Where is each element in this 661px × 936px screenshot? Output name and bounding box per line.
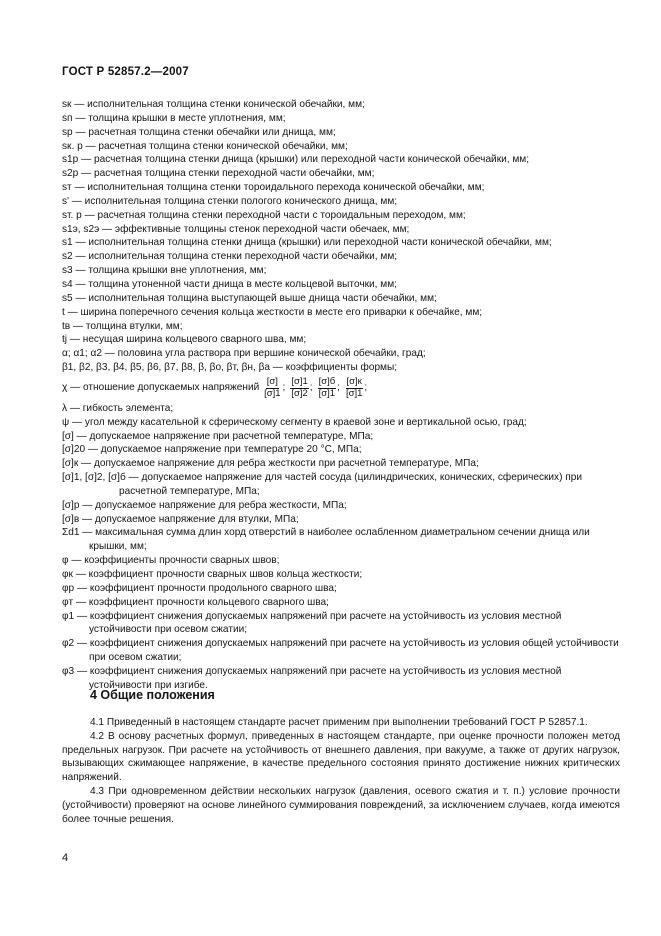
definition-item: s2 — исполнительная толщина стенки переходной части обечайки, мм; <box>62 251 398 263</box>
section-body <box>62 716 620 826</box>
definition-item: sп — толщина крышки в месте уплотнения, мм; <box>62 112 286 124</box>
definition-item: [σ]к — допускаемое напряжение для ребра жесткости при расчетной температуре, МПа; <box>62 458 479 470</box>
chi-lead: χ — отношение допускаемых напряжений <box>62 382 260 394</box>
fraction-denominator: [σ]1 <box>264 387 281 399</box>
definition-item: α; α1; α2 — половина угла раствора при вершине конической обечайки, град; <box>62 348 426 360</box>
definition-item: s1р — расчетная толщина стенки днища (крышки) или переходной части конической обечайки, мм; <box>62 154 530 166</box>
definition-item: [σ]20 — допускаемое напряжение при температуре 20 °С, МПа; <box>62 444 362 456</box>
definition-item: φ1 — коэффициент снижения допускаемых напряжений при расчете на устойчивость из условия местной устойчивости при осевом сжатии; <box>62 610 562 636</box>
definition-item: s5 — исполнительная толщина выступающей выше днища части обечайки, мм; <box>62 292 437 304</box>
fraction-denominator: [σ]2 <box>291 387 308 399</box>
fraction-numerator: [σ]1 <box>291 376 308 388</box>
definition-item: s2р — расчетная толщина стенки переходной части обечайки, мм; <box>62 168 375 180</box>
document-header: ГОСТ Р 52857.2—2007 <box>62 66 189 78</box>
definition-item: β1, β2, β3, β4, β5, β6, β7, β8, β, βо, βт, βн, βа — коэффициенты формы; <box>62 362 398 374</box>
section-title: 4 Общие положения <box>90 688 215 702</box>
definition-item: [σ] — допускаемое напряжение при расчетной температуре, МПа; <box>62 430 374 442</box>
definition-item: s1 — исполнительная толщина стенки днища (крышки) или переходной части конической обечайки, мм; <box>62 237 552 249</box>
definition-item: s3 — толщина крышки вне уплотнения, мм; <box>62 265 267 277</box>
definition-item: sт. р — расчетная толщина стенки переходной части с тороидальным переходом, мм; <box>62 209 466 221</box>
definition-item: tв — толщина втулки, мм; <box>62 320 183 332</box>
fraction-numerator: [σ]к <box>346 376 362 388</box>
definition-item: λ — гибкость элемента; <box>62 402 174 414</box>
fraction-denominator: [σ]1 <box>345 387 363 399</box>
definition-item: [σ]р — допускаемое напряжение для ребра жесткости, МПа; <box>62 499 347 511</box>
ratio-fraction <box>263 377 281 399</box>
definition-item: s' — исполнительная толщина стенки пологого конического днища, мм; <box>62 195 398 207</box>
ratio-fraction <box>290 377 308 399</box>
definition-item: ψ — угол между касательной к сферическому сегменту в краевой зоне и вертикальной осью, град; <box>62 416 527 428</box>
fraction-denominator: [σ]1 <box>318 387 336 399</box>
definition-item: [σ]в — допускаемое напряжение для втулки, МПа; <box>62 513 299 525</box>
definition-item: φк — коэффициент прочности сварных швов кольца жесткости; <box>62 569 363 580</box>
ratio-fraction <box>318 377 337 399</box>
page-number: 4 <box>62 852 69 864</box>
definition-item: φ — коэффициенты прочности сварных швов; <box>62 555 280 567</box>
paragraph: 4.3 При одновременном действии нескольких нагрузок (давления, осевого сжатия и т. п.) условие прочности (устойчивости) проверяют на основе линейного суммирования повреждений, за исключением случаев, когда имеются более точные решения. <box>62 785 620 825</box>
definition-item: φ2 — коэффициент снижения допускаемых напряжений при расчете на устойчивость из условия общей устойчивости при осевом сжатии; <box>62 638 619 664</box>
paragraph: 4.2 В основу расчетных формул, приведенных в настоящем стандарте, при оценке прочности положен метод предельных нагрузок. При расчете на устойчивость от внешнего давления, при вакууме, а также от других нагрузок, вызывающих сжимающее напряжение, в качестве предельного состояния принято достижение нижних критических напряжений. <box>62 730 620 784</box>
definition-item: sк — исполнительная толщина стенки конической обечайки, мм; <box>62 99 365 110</box>
definition-item: [σ]1, [σ]2, [σ]б — допускаемое напряжение для частей сосуда (цилиндрических, конических, сферических) при расчетной температуре, МПа; <box>62 472 582 497</box>
definition-item: t — ширина поперечного сечения кольца жесткости в месте его приварки к обечайке, мм; <box>62 306 483 318</box>
chi-definition: χ — отношение допускаемых напряжений $\frac{[\sigma]}{[\sigma]1}$ ; $\frac{[\sigma]1}{[\sigma]2}$ ; $\frac{[\sigma]б}{[\sigma]1}$ ; $\frac{[\sigma]к}{[\sigma]1}$ ; <box>62 376 368 399</box>
definition-item: φ3 — коэффициент снижения допускаемых напряжений при расчете на устойчивость из условия местной устойчивости при изгибе. <box>62 665 562 691</box>
fraction-numerator: [σ] <box>266 376 278 388</box>
definition-item: sт — исполнительная толщина стенки тороидального перехода конической обечайки, мм; <box>62 182 485 194</box>
definition-item: Σd1 — максимальная сумма длин хорд отверстий в наиболее ослабленном диаметральном сечении днища или крышки, мм; <box>62 527 590 553</box>
definition-item: φт — коэффициент прочности кольцевого сварного шва; <box>62 596 329 608</box>
fraction-numerator: [σ]б <box>318 376 336 388</box>
paragraph: 4.1 Приведенный в настоящем стандарте расчет применим при выполнении требований ГОСТ Р 52857.1. <box>90 717 588 728</box>
definition-item: sр — расчетная толщина стенки обечайки или днища, мм; <box>62 126 336 138</box>
definition-item: s1э, s2э — эффективные толщины стенок переходной части обечаек, мм; <box>62 223 410 235</box>
definition-item: sк. р — расчетная толщина стенки конической обечайки, мм; <box>62 140 348 152</box>
definition-item: tj — несущая ширина кольцевого сварного шва, мм; <box>62 334 307 346</box>
ratio-fraction <box>345 377 363 399</box>
definition-item: φр — коэффициент прочности продольного сварного шва; <box>62 582 337 594</box>
definition-item: s4 — толщина утоненной части днища в месте кольцевой выточки, мм; <box>62 278 397 290</box>
symbol-definitions <box>62 98 622 693</box>
